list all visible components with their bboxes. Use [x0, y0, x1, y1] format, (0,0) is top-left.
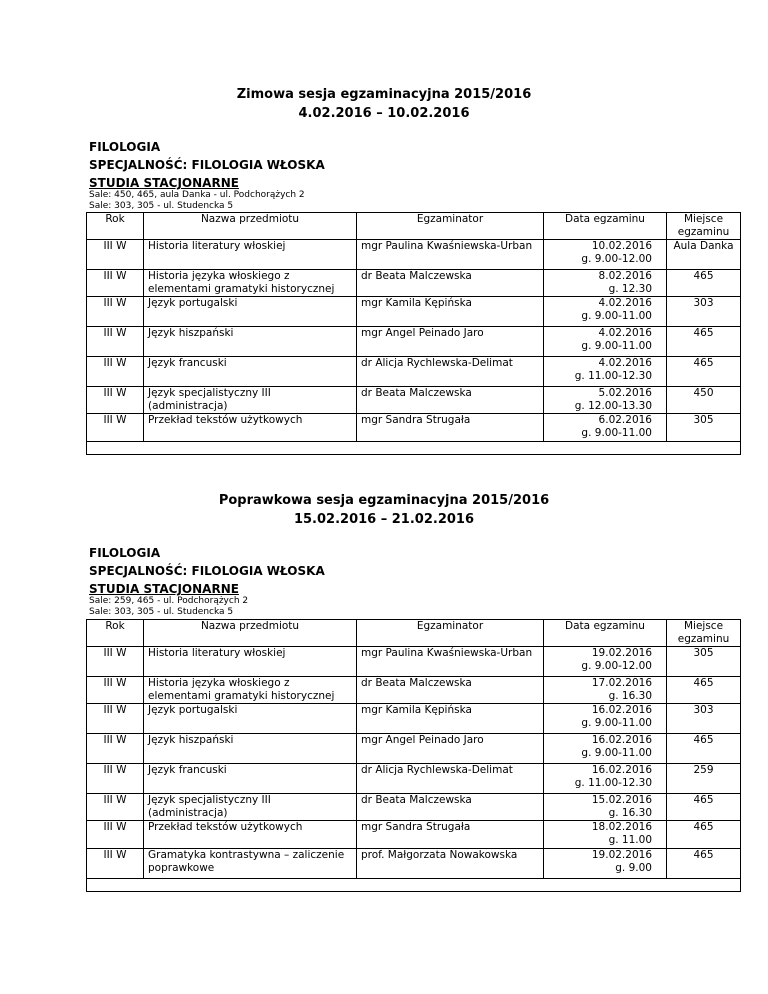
header-date: Data egzaminu: [544, 213, 667, 240]
exam-time: g. 9.00-11.00: [581, 717, 652, 729]
cell-room: 305: [667, 414, 741, 442]
resit-title: [0, 491, 768, 529]
cell-rok: III W: [87, 849, 144, 879]
cell-room: Aula Danka: [667, 240, 741, 270]
exam-time: g. 9.00-11.00: [581, 427, 652, 439]
cell-date: [544, 414, 667, 442]
cell-room: 303: [667, 704, 741, 734]
resit-title-line1: Poprawkowa sesja egzaminacyjna 2015/2016: [218, 493, 550, 508]
cell-date: [544, 677, 667, 704]
header-subject: Nazwa przedmiotu: [144, 620, 357, 647]
table-row: [87, 240, 741, 270]
table-row: [87, 734, 741, 764]
exam-date: 16.02.2016: [591, 734, 652, 746]
cell-date: [544, 849, 667, 879]
exam-date: 4.02.2016: [598, 327, 652, 339]
cell-examiner: dr Beata Malczewska: [357, 794, 544, 821]
table-row: [87, 327, 741, 357]
cell-subject: Język hiszpański: [144, 734, 357, 764]
resit-mode: STUDIA STACJONARNE: [89, 582, 239, 596]
cell-subject: Historia literatury włoskiej: [144, 240, 357, 270]
exam-date: 8.02.2016: [598, 270, 652, 282]
cell-examiner: mgr Paulina Kwaśniewska-Urban: [357, 240, 544, 270]
exam-time: g. 9.00-11.00: [581, 747, 652, 759]
table-footer-row: [87, 442, 741, 455]
cell-rok: III W: [87, 794, 144, 821]
header-place: [667, 620, 741, 647]
cell-room: 465: [667, 677, 741, 704]
cell-room: 450: [667, 387, 741, 414]
cell-subject: Przekład tekstów użytkowych: [144, 414, 357, 442]
cell-rok: III W: [87, 327, 144, 357]
header-subject: Nazwa przedmiotu: [144, 213, 357, 240]
winter-rooms-line2: Sale: 303, 305 - ul. Studencka 5: [89, 201, 234, 211]
table-row: [87, 794, 741, 821]
cell-rok: III W: [87, 647, 144, 677]
exam-date: 17.02.2016: [591, 677, 652, 689]
cell-room: 465: [667, 270, 741, 297]
table-row: [87, 849, 741, 879]
cell-date: [544, 327, 667, 357]
cell-rok: III W: [87, 270, 144, 297]
header-date: Data egzaminu: [544, 620, 667, 647]
exam-time: g. 16.30: [608, 807, 652, 819]
table-row: [87, 821, 741, 849]
cell-date: [544, 764, 667, 794]
cell-examiner: dr Alicja Rychlewska-Delimat: [357, 357, 544, 387]
cell-subject: Język specjalistyczny III (administracja): [144, 387, 357, 414]
cell-examiner: dr Beata Malczewska: [357, 677, 544, 704]
table-row: [87, 270, 741, 297]
cell-date: [544, 794, 667, 821]
cell-rok: III W: [87, 240, 144, 270]
cell-subject: Historia literatury włoskiej: [144, 647, 357, 677]
winter-title-line1: Zimowa sesja egzaminacyjna 2015/2016: [236, 87, 532, 102]
header-place-line1: Miejsce: [683, 213, 724, 225]
exam-time: g. 9.00: [615, 862, 652, 874]
cell-date: [544, 704, 667, 734]
cell-examiner: mgr Sandra Strugała: [357, 414, 544, 442]
resit-exam-table: [86, 619, 741, 892]
exam-time: g. 9.00-11.00: [581, 340, 652, 352]
cell-rok: III W: [87, 297, 144, 327]
table-footer-row: [87, 879, 741, 892]
cell-room: 465: [667, 849, 741, 879]
winter-mode: STUDIA STACJONARNE: [89, 176, 239, 190]
cell-subject: Język portugalski: [144, 704, 357, 734]
empty-cell: [87, 442, 741, 455]
exam-date: 15.02.2016: [591, 794, 652, 806]
table-row: [87, 764, 741, 794]
exam-time: g. 16.30: [608, 690, 652, 702]
winter-faculty: FILOLOGIA: [89, 140, 161, 154]
cell-date: [544, 387, 667, 414]
cell-subject: Język hiszpański: [144, 327, 357, 357]
winter-rooms: [89, 190, 305, 212]
exam-time: g. 11.00-12.30: [574, 370, 652, 382]
cell-room: 465: [667, 794, 741, 821]
exam-date: 19.02.2016: [591, 849, 652, 861]
cell-rok: III W: [87, 357, 144, 387]
winter-title-dates: 4.02.2016 – 10.02.2016: [298, 106, 470, 121]
cell-subject: Przekład tekstów użytkowych: [144, 821, 357, 849]
resit-header: [89, 544, 325, 598]
header-place-line2: egzaminu: [677, 633, 730, 645]
cell-room: 465: [667, 821, 741, 849]
header-place: [667, 213, 741, 240]
cell-examiner: mgr Kamila Kępińska: [357, 704, 544, 734]
table-header-row: [87, 620, 741, 647]
header-examiner: Egzaminator: [357, 213, 544, 240]
cell-examiner: mgr Angel Peinado Jaro: [357, 327, 544, 357]
cell-examiner: mgr Angel Peinado Jaro: [357, 734, 544, 764]
cell-rok: III W: [87, 764, 144, 794]
cell-examiner: prof. Małgorzata Nowakowska: [357, 849, 544, 879]
cell-subject: Język portugalski: [144, 297, 357, 327]
table-row: [87, 704, 741, 734]
cell-date: [544, 240, 667, 270]
exam-date: 16.02.2016: [591, 704, 652, 716]
cell-date: [544, 734, 667, 764]
winter-rooms-line1: Sale: 450, 465, aula Danka - ul. Podchorążych 2: [89, 190, 305, 200]
exam-time: g. 11.00: [608, 834, 652, 846]
exam-date: 10.02.2016: [591, 240, 652, 252]
header-place-line2: egzaminu: [677, 226, 730, 238]
cell-subject: Język specjalistyczny III (administracja): [144, 794, 357, 821]
exam-date: 18.02.2016: [591, 821, 652, 833]
exam-date: 4.02.2016: [598, 297, 652, 309]
resit-rooms-line2: Sale: 303, 305 - ul. Studencka 5: [89, 607, 234, 617]
exam-time: g. 12.30: [608, 283, 652, 295]
table-header-row: [87, 213, 741, 240]
exam-time: g. 9.00-12.00: [581, 253, 652, 265]
resit-rooms-line1: Sale: 259, 465 - ul. Podchorążych 2: [89, 596, 249, 606]
header-rok: Rok: [87, 620, 144, 647]
cell-room: 465: [667, 734, 741, 764]
table-row: [87, 357, 741, 387]
cell-examiner: mgr Sandra Strugała: [357, 821, 544, 849]
winter-header: [89, 138, 325, 192]
header-rok: Rok: [87, 213, 144, 240]
exam-time: g. 9.00-12.00: [581, 660, 652, 672]
exam-time: g. 11.00-12.30: [574, 777, 652, 789]
resit-title-dates: 15.02.2016 – 21.02.2016: [293, 512, 475, 527]
header-place-line1: Miejsce: [683, 620, 724, 632]
exam-date: 16.02.2016: [591, 764, 652, 776]
cell-room: 259: [667, 764, 741, 794]
cell-subject: Gramatyka kontrastywna – zaliczenie poprawkowe: [144, 849, 357, 879]
cell-examiner: dr Beata Malczewska: [357, 387, 544, 414]
cell-date: [544, 297, 667, 327]
cell-examiner: mgr Kamila Kępińska: [357, 297, 544, 327]
header-examiner: Egzaminator: [357, 620, 544, 647]
cell-rok: III W: [87, 821, 144, 849]
winter-exam-table: [86, 212, 741, 455]
cell-rok: III W: [87, 387, 144, 414]
resit-faculty: FILOLOGIA: [89, 546, 161, 560]
cell-date: [544, 821, 667, 849]
exam-time: g. 9.00-11.00: [581, 310, 652, 322]
table-row: [87, 297, 741, 327]
cell-examiner: dr Beata Malczewska: [357, 270, 544, 297]
winter-title: [0, 85, 768, 123]
cell-room: 305: [667, 647, 741, 677]
table-row: [87, 387, 741, 414]
table-row: [87, 647, 741, 677]
table-row: [87, 677, 741, 704]
cell-rok: III W: [87, 414, 144, 442]
resit-rooms: [89, 596, 248, 618]
table-row: [87, 414, 741, 442]
cell-date: [544, 270, 667, 297]
cell-date: [544, 647, 667, 677]
exam-date: 4.02.2016: [598, 357, 652, 369]
cell-room: 303: [667, 297, 741, 327]
cell-subject: Język francuski: [144, 357, 357, 387]
cell-rok: III W: [87, 677, 144, 704]
cell-examiner: mgr Paulina Kwaśniewska-Urban: [357, 647, 544, 677]
cell-rok: III W: [87, 734, 144, 764]
cell-subject: Język francuski: [144, 764, 357, 794]
cell-room: 465: [667, 357, 741, 387]
cell-date: [544, 357, 667, 387]
resit-specialty: SPECJALNOŚĆ: FILOLOGIA WŁOSKA: [89, 564, 325, 578]
exam-date: 5.02.2016: [598, 387, 652, 399]
empty-cell: [87, 879, 741, 892]
cell-subject: Historia języka włoskiego z elementami gramatyki historycznej: [144, 677, 357, 704]
cell-examiner: dr Alicja Rychlewska-Delimat: [357, 764, 544, 794]
exam-time: g. 12.00-13.30: [574, 400, 652, 412]
cell-rok: III W: [87, 704, 144, 734]
cell-subject: Historia języka włoskiego z elementami gramatyki historycznej: [144, 270, 357, 297]
cell-room: 465: [667, 327, 741, 357]
exam-date: 6.02.2016: [598, 414, 652, 426]
winter-specialty: SPECJALNOŚĆ: FILOLOGIA WŁOSKA: [89, 158, 325, 172]
exam-date: 19.02.2016: [591, 647, 652, 659]
